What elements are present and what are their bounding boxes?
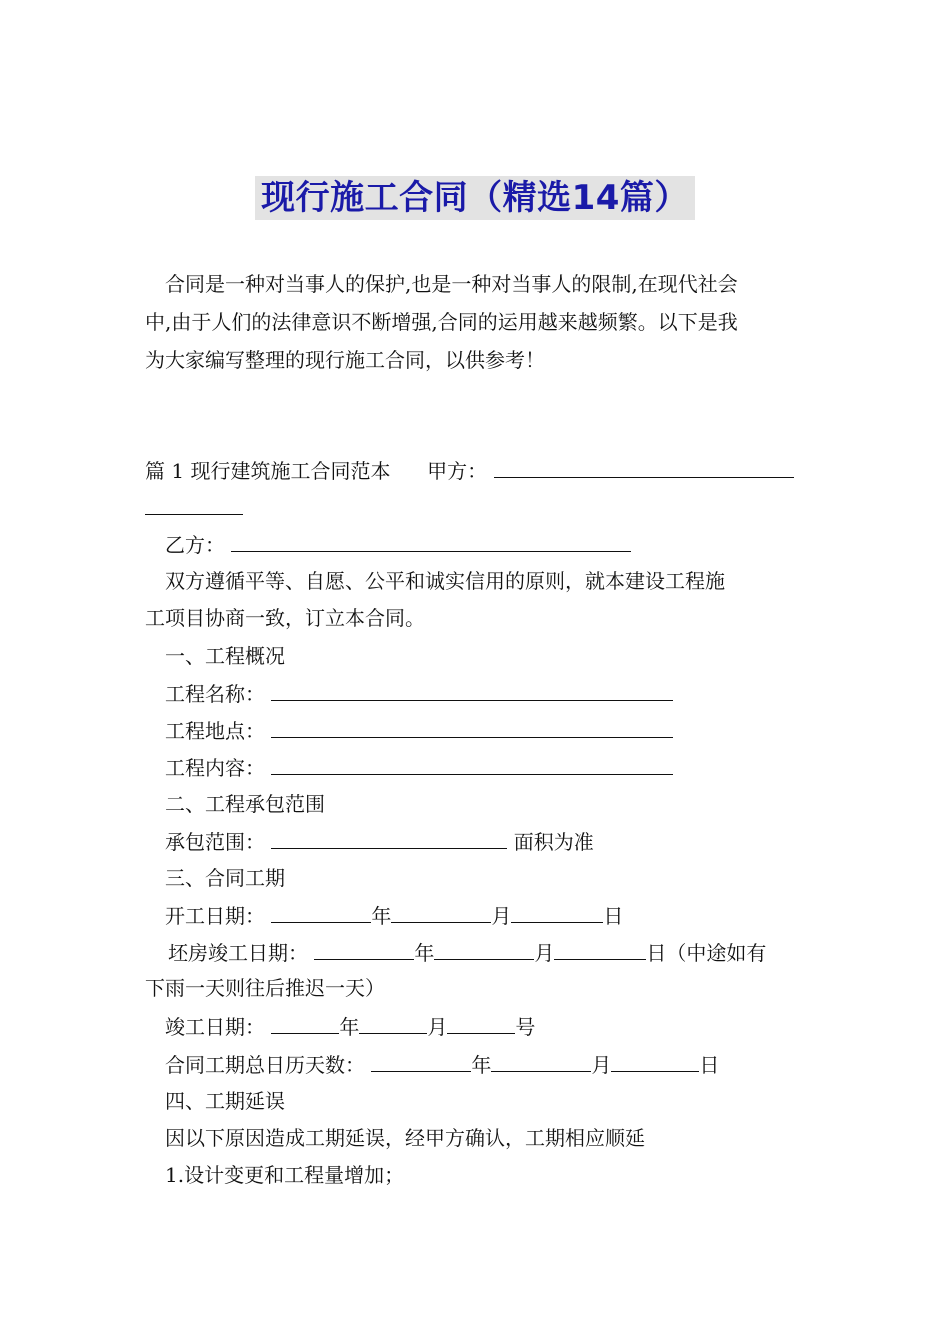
rough-month-blank [434, 937, 534, 960]
start-year-blank [271, 900, 371, 923]
rough-date-cont: 下雨一天则往后推迟一天） [145, 976, 385, 1000]
rough-note: 日（中途如有 [646, 941, 767, 965]
project-name-line [165, 678, 673, 708]
start-day-unit: 日 [603, 904, 624, 928]
total-month-blank [491, 1049, 591, 1072]
project-name-label: 工程名称： [165, 682, 265, 706]
party-b-line [165, 529, 631, 559]
project-location-line [165, 715, 673, 745]
finish-month-blank [359, 1011, 427, 1034]
section1-heading-line [145, 455, 794, 485]
party-a-label: 甲方： [427, 459, 488, 483]
delay-text: 因以下原因造成工期延误，经甲方确认，工期相应顺延 [165, 1126, 645, 1150]
party-a-blank [494, 455, 794, 478]
project-location-blank [271, 715, 673, 738]
total-day-unit: 日 [699, 1053, 720, 1077]
scope-label: 承包范围： [165, 830, 265, 854]
start-day-blank [511, 900, 603, 923]
start-date-label: 开工日期： [165, 904, 265, 928]
finish-year-unit: 年 [339, 1015, 360, 1039]
total-days-line [165, 1049, 719, 1079]
start-year-unit: 年 [371, 904, 392, 928]
scope-blank [271, 826, 507, 849]
finish-month-unit: 月 [427, 1015, 448, 1039]
project-name-blank [271, 678, 673, 701]
start-date-line [165, 900, 623, 930]
total-year-blank [371, 1049, 471, 1072]
section1-heading: 篇 1 现行建筑施工合同范本 [145, 459, 391, 483]
finish-date-label: 竣工日期： [165, 1015, 265, 1039]
rough-year-unit: 年 [414, 941, 435, 965]
rough-day-blank [554, 937, 646, 960]
party-a-blank-cont [145, 492, 243, 522]
finish-day-blank [447, 1011, 515, 1034]
rough-year-blank [314, 937, 414, 960]
scope-line [165, 826, 594, 856]
project-content-blank [271, 752, 673, 775]
principle-line-2: 工项目协商一致，订立本合同。 [145, 606, 425, 630]
start-month-blank [391, 900, 491, 923]
total-days-label: 合同工期总日历天数： [165, 1053, 365, 1077]
section-period-title: 三、合同工期 [165, 866, 285, 890]
intro-line-1: 合同是一种对当事人的保护,也是一种对当事人的限制,在现代社会 [165, 272, 738, 296]
rough-date-line [168, 937, 766, 967]
project-location-label: 工程地点： [165, 719, 265, 743]
finish-year-blank [271, 1011, 339, 1034]
project-content-line [165, 752, 673, 782]
total-year-unit: 年 [471, 1053, 492, 1077]
party-a-blank-2 [145, 492, 243, 515]
rough-month-unit: 月 [534, 941, 555, 965]
total-month-unit: 月 [591, 1053, 612, 1077]
title-wrap [0, 176, 950, 220]
delay-item-1: 1.设计变更和工程量增加； [165, 1163, 405, 1187]
party-b-label: 乙方： [165, 533, 225, 557]
section-overview-title: 一、工程概况 [165, 644, 285, 668]
party-b-blank [231, 529, 631, 552]
intro-line-3: 为大家编写整理的现行施工合同，以供参考！ [145, 348, 545, 372]
project-content-label: 工程内容： [165, 756, 265, 780]
scope-suffix: 面积为准 [513, 830, 594, 854]
section-scope-title: 二、工程承包范围 [165, 792, 325, 816]
total-day-blank [611, 1049, 699, 1072]
document-title: 现行施工合同（精选14篇） [255, 176, 695, 220]
finish-date-line [165, 1011, 535, 1041]
principle-line-1: 双方遵循平等、自愿、公平和诚实信用的原则，就本建设工程施 [165, 569, 725, 593]
finish-hao-unit: 号 [515, 1015, 536, 1039]
rough-date-label: 坯房竣工日期： [168, 941, 308, 965]
section-delay-title: 四、工期延误 [165, 1089, 285, 1113]
intro-line-2: 中,由于人们的法律意识不断增强,合同的运用越来越频繁。以下是我 [145, 310, 738, 334]
start-month-unit: 月 [491, 904, 512, 928]
